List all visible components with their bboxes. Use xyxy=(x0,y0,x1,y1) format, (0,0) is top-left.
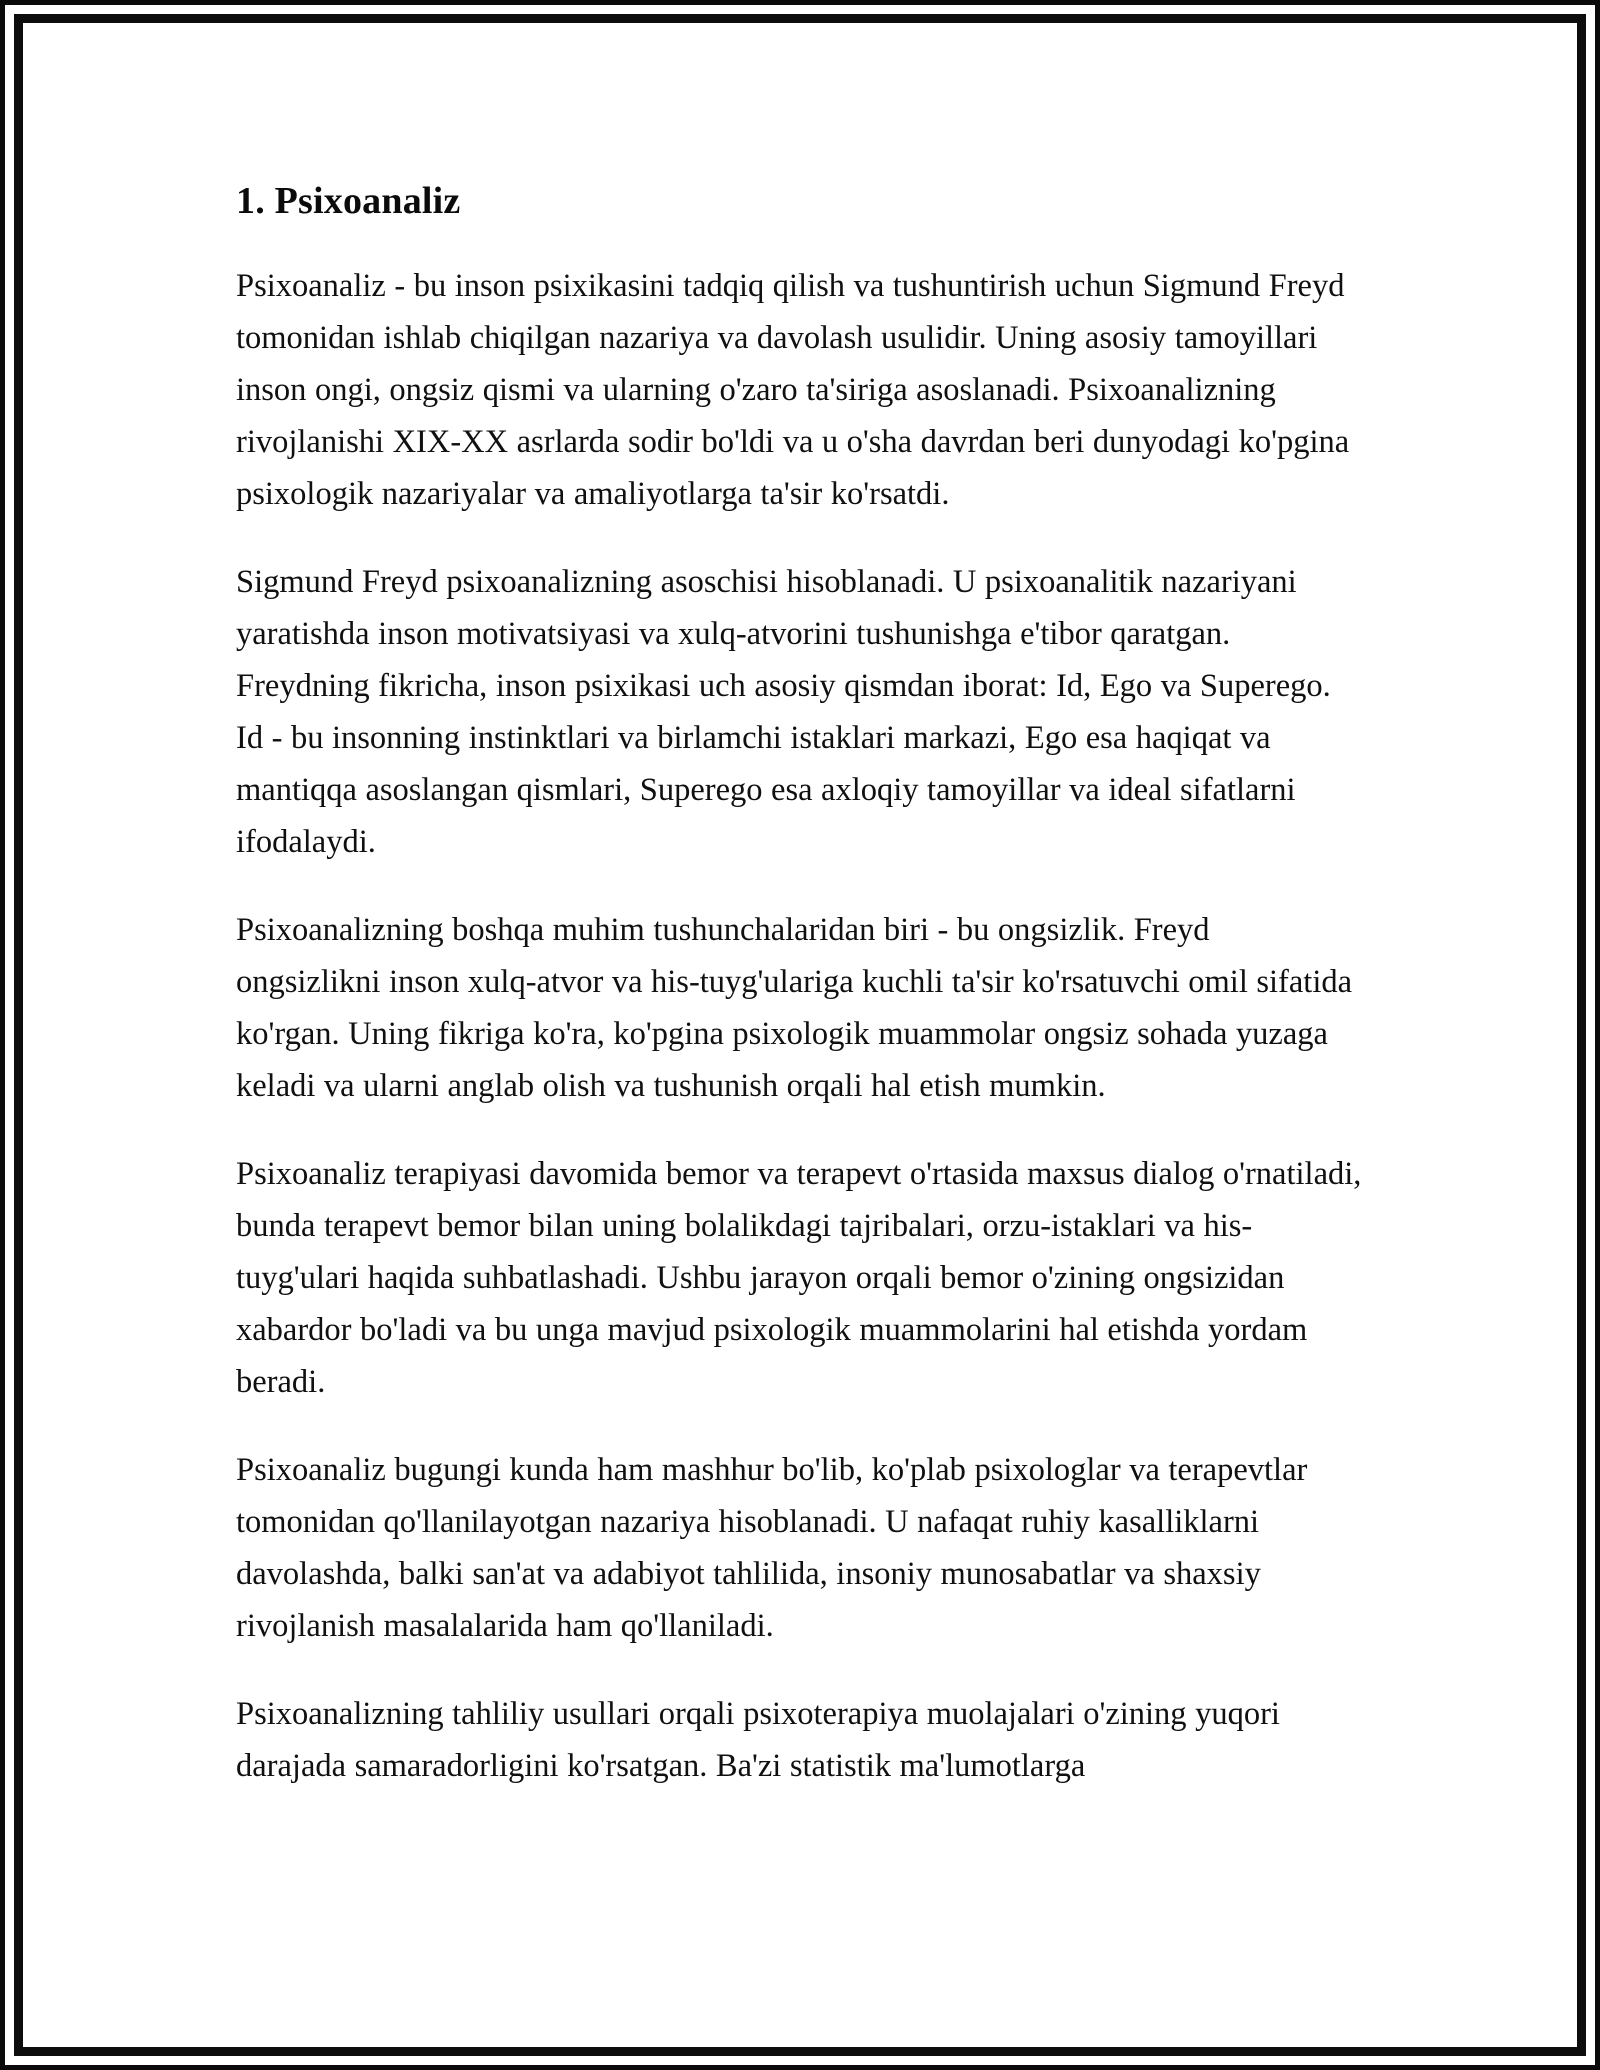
body-paragraph: Psixoanalizning tahliliy usullari orqali psixoterapiya muolajalari o'zining yuqori darajada samaradorligini ko'rsatgan. Ba'zi statistik ma'lumotlarga xyxy=(236,1695,1280,1784)
page-title: 1. Psixoanaliz xyxy=(236,180,461,222)
body-paragraph: Psixoanaliz bugungi kunda ham mashhur bo'lib, ko'plab psixologlar va terapevtlar tomonidan qo'llanilayotgan nazariya hisoblanadi. U nafaqat ruhiy kasalliklarni davolashda, balki san'at va adabiyot tahlilida, insoniy munosabatlar va shaxsiy rivojlanish masalalarida ham qo'llaniladi. xyxy=(236,1451,1308,1644)
body-paragraph: Psixoanalizning boshqa muhim tushunchalaridan biri - bu ongsizlik. Freyd ongsizlikni inson xulq-atvor va his-tuyg'ulariga kuchli ta'sir ko'rsatuvchi omil sifatida ko'rgan. Uning fikriga ko'ra, ko'pgina psixologik muammolar ongsiz sohada yuzaga keladi va ularni anglab olish va tushunish orqali hal etish mumkin. xyxy=(236,911,1353,1104)
document-page xyxy=(23,23,1577,2047)
body-paragraph: Sigmund Freyd psixoanalizning asoschisi hisoblanadi. U psixoanalitik nazariyani yaratishda inson motivatsiyasi va xulq-atvorini tushunishga e'tibor qaratgan. Freydning fikricha, inson psixikasi uch asosiy qismdan iborat: Id, Ego va Superego. Id - bu insonning instinktlari va birlamchi istaklari markazi, Ego esa haqiqat va mantiqqa asoslangan qismlari, Superego esa axloqiy tamoyillar va ideal sifatlarni ifodalaydi. xyxy=(236,563,1331,860)
body-paragraph: Psixoanaliz terapiyasi davomida bemor va terapevt o'rtasida maxsus dialog o'rnatiladi, bunda terapevt bemor bilan uning bolalikdagi tajribalari, orzu-istaklari va his-tuyg'ulari haqida suhbatlashadi. Ushbu jarayon orqali bemor o'zining ongsizidan xabardor bo'ladi va bu unga mavjud psixologik muammolarini hal etishda yordam beradi. xyxy=(236,1155,1362,1400)
scan-frame-inner xyxy=(14,14,1586,2056)
body-paragraph: Psixoanaliz - bu inson psixikasini tadqiq qilish va tushuntirish uchun Sigmund Freyd tomonidan ishlab chiqilgan nazariya va davolash usulidir. Uning asosiy tamoyillari inson ongi, ongsiz qismi va ularning o'zaro ta'siriga asoslanadi. Psixoanalizning rivojlanishi XIX-XX asrlarda sodir bo'ldi va u o'sha davrdan beri dunyodagi ko'pgina psixologik nazariyalar va amaliyotlarga ta'sir ko'rsatdi. xyxy=(236,267,1350,512)
document-body xyxy=(236,178,1362,1792)
